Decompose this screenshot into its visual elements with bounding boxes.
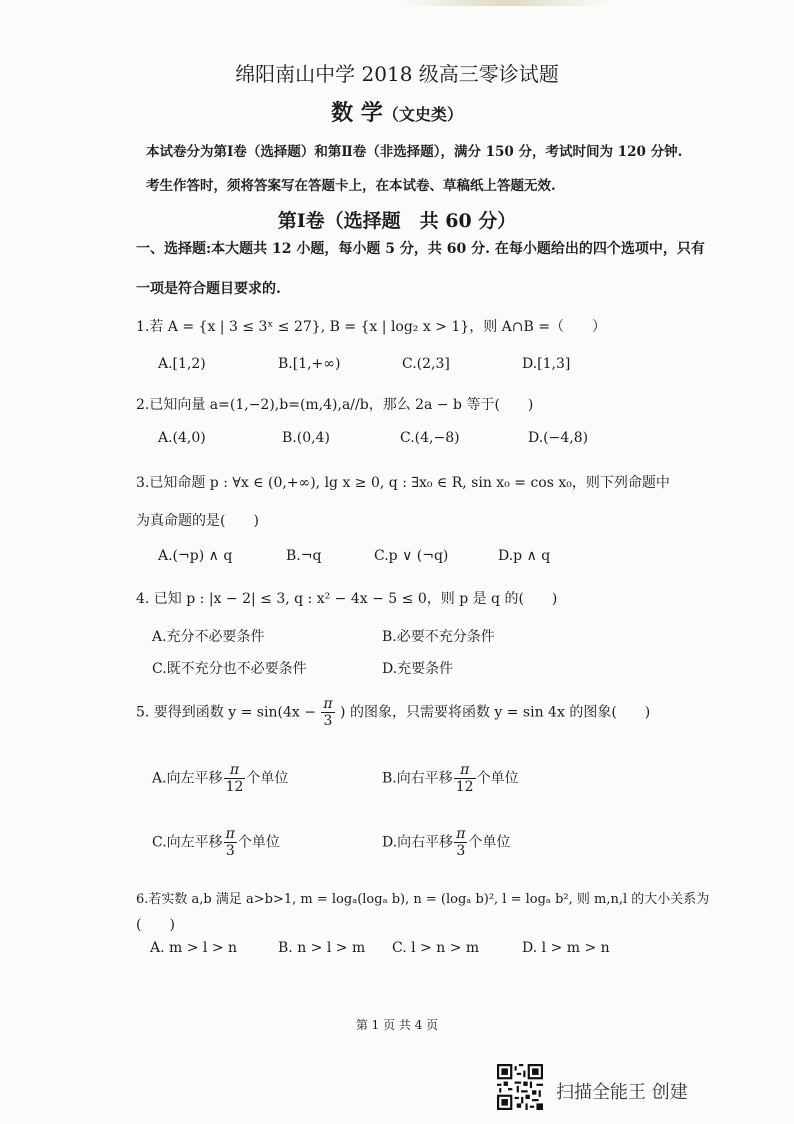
question-2-option-b: B.(0,4)	[282, 430, 330, 446]
question-4-stem: 4. 已知 p : |x − 2| ≤ 3, q : x² − 4x − 5 ≤ 0，则 p 是 q 的( )	[136, 591, 558, 607]
question-5-option-c-pre: C.向左平移	[152, 834, 223, 851]
question-5-option-b	[382, 762, 519, 795]
question-5-option-a-den: 12	[225, 779, 244, 795]
question-5-option-d-num: π	[456, 826, 466, 842]
question-6-option-c: C. l > n > m	[392, 940, 480, 956]
intro-line-1: 本试卷分为第Ⅰ卷（选择题）和第Ⅱ卷（非选择题），满分 150 分，考试时间为 120 分钟.	[146, 144, 683, 160]
question-5-option-c-num: π	[225, 826, 235, 842]
question-5-option-c-fraction	[224, 826, 237, 859]
qr-code-icon	[497, 1064, 543, 1110]
question-2-option-c: C.(4,−8)	[400, 430, 460, 446]
question-1-option-a: A.[1,2)	[158, 356, 206, 372]
question-5-option-d-den: 3	[456, 843, 466, 859]
question-5-option-c-den: 3	[225, 843, 235, 859]
question-5-fraction-num: π	[323, 696, 333, 712]
scanner-watermark: 扫描全能王 创建	[556, 1082, 688, 1103]
question-5-stem	[136, 696, 650, 729]
question-2-stem: 2.已知向量 a=(1,−2),b=(m,4),a//b，那么 2a − b 等于( )	[136, 397, 534, 413]
question-5-option-a-num: π	[224, 762, 246, 779]
question-6-stem-line-1: 6.若实数 a,b 满足 a>b>1, m = logₐ(logₐ b), n = (logₐ b)², l = logₐ b², 则 m,n,l 的大小关系为	[136, 892, 710, 907]
question-1-option-c: C.(2,3]	[402, 356, 450, 372]
question-2-option-d: D.(−4,8)	[528, 430, 589, 446]
question-5-option-d-fraction	[454, 826, 467, 859]
question-5-option-a-post: 个单位	[246, 770, 289, 787]
page-edge-shadow	[400, 0, 610, 6]
question-5-option-b-fraction	[454, 762, 476, 795]
subject-title	[0, 96, 794, 127]
question-5-option-b-den: 12	[455, 779, 474, 795]
subject-note: （文史类）	[382, 105, 463, 124]
question-5-option-d	[382, 826, 510, 859]
question-4-option-a: A.充分不必要条件	[152, 629, 265, 645]
question-5-option-c	[152, 826, 280, 859]
question-5-stem-post: ) 的图象，只需要将函数 y = sin 4x 的图象( )	[340, 704, 651, 721]
part-1-title: 第Ⅰ卷（选择题 共 60 分）	[277, 210, 517, 232]
section-1-line-1: 一、选择题:本大题共 12 小题，每小题 5 分，共 60 分. 在每小题给出的四个选项中，只有	[136, 241, 705, 257]
question-6-stem-line-2: ( )	[136, 917, 175, 933]
page-number: 第 1 页 共 4 页	[355, 1018, 439, 1032]
question-3-option-d: D.p ∧ q	[498, 548, 551, 564]
question-5-fraction	[321, 696, 334, 729]
question-6-option-b: B. n > l > m	[278, 940, 366, 956]
question-4-option-b: B.必要不充分条件	[382, 629, 495, 645]
subject-name: 数 学	[331, 100, 383, 126]
question-3-option-a: A.(¬p) ∧ q	[158, 548, 233, 564]
question-5-stem-pre: 5. 要得到函数 y = sin(4x −	[136, 704, 316, 721]
question-4-option-c: C.既不充分也不必要条件	[152, 661, 307, 677]
exam-title: 绵阳南山中学 2018 级高三零诊试题	[235, 62, 559, 86]
question-3-option-b: B.¬q	[286, 548, 322, 564]
question-1-option-b: B.[1,+∞)	[278, 356, 341, 372]
intro-line-2: 考生作答时，须将答案写在答题卡上，在本试卷、草稿纸上答题无效.	[146, 178, 556, 194]
question-5-option-a-fraction	[224, 762, 246, 795]
question-1-option-d: D.[1,3]	[522, 356, 571, 372]
question-5-option-b-num: π	[454, 762, 476, 779]
question-5-option-c-post: 个单位	[237, 834, 280, 851]
question-5-option-d-pre: D.向右平移	[382, 834, 454, 851]
question-5-option-a	[152, 762, 288, 795]
question-5-option-b-pre: B.向右平移	[382, 770, 453, 787]
question-6-option-a: A. m > l > n	[150, 940, 238, 956]
question-5-fraction-den: 3	[323, 713, 333, 729]
question-6-option-d: D. l > m > n	[522, 940, 610, 956]
section-1-line-2: 一项是符合题目要求的.	[136, 281, 281, 297]
question-5-option-b-post: 个单位	[476, 770, 519, 787]
question-3-stem-line-1: 3.已知命题 p : ∀x ∈ (0,+∞), lg x ≥ 0, q : ∃x₀ ∈ R, sin x₀ = cos x₀，则下列命题中	[136, 475, 670, 491]
question-5-option-d-post: 个单位	[468, 834, 511, 851]
question-3-option-c: C.p ∨ (¬q)	[374, 548, 449, 564]
question-5-option-a-pre: A.向左平移	[152, 770, 223, 787]
question-3-stem-line-2: 为真命题的是( )	[136, 513, 259, 529]
question-1-stem: 1.若 A = {x | 3 ≤ 3ˣ ≤ 27}, B = {x | log₂ x > 1}，则 A∩B =（ ）	[136, 319, 606, 335]
question-2-option-a: A.(4,0)	[158, 430, 206, 446]
question-4-option-d: D.充要条件	[382, 661, 454, 677]
